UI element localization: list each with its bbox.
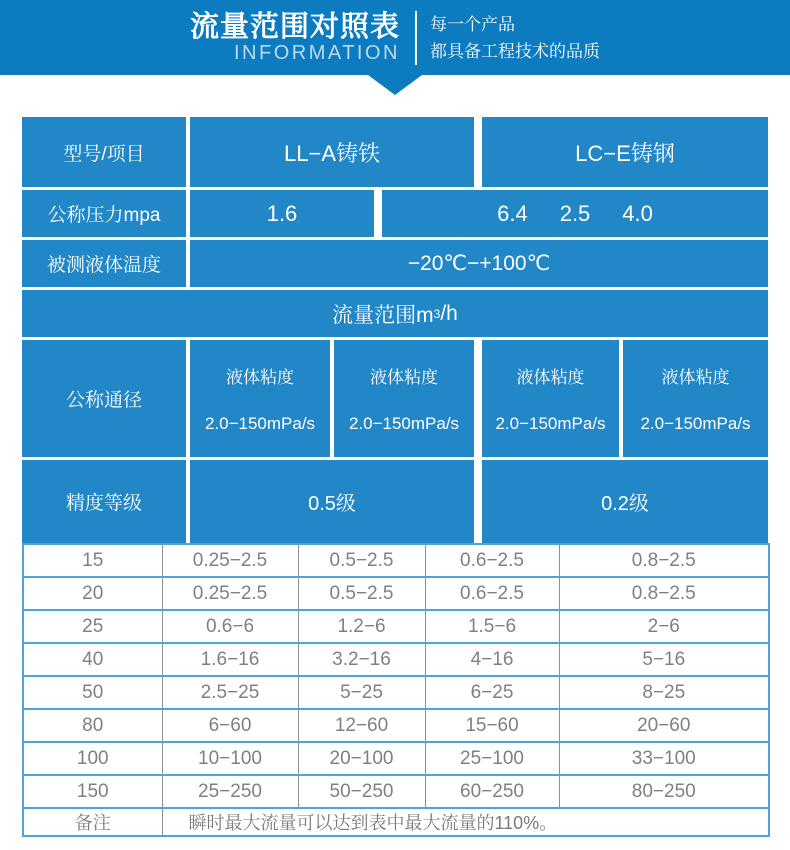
- value-cell: 0.5−2.5: [298, 577, 425, 610]
- value-cell: 0.25−2.5: [162, 577, 298, 610]
- dn-cell: 150: [23, 775, 162, 808]
- value-cell: 5−16: [559, 643, 769, 676]
- banner-title-block: [190, 12, 400, 64]
- pressure-value-3: 4.0: [622, 200, 653, 226]
- value-cell: 6−60: [162, 709, 298, 742]
- table-row: [23, 676, 769, 709]
- value-cell: 4−16: [425, 643, 559, 676]
- viscosity-header-4: [623, 340, 768, 457]
- page-subtitle: INFORMATION: [233, 41, 400, 64]
- remark-label: 备注: [23, 808, 162, 836]
- value-cell: 25−250: [162, 775, 298, 808]
- table-row: [23, 610, 769, 643]
- banner-divider: [415, 11, 417, 65]
- flow-data-table: [22, 543, 770, 837]
- viscosity-range: 2.0−150mPa/s: [204, 414, 316, 433]
- accuracy-class-05: 0.5级: [190, 460, 474, 543]
- accuracy-label: 精度等级: [22, 460, 186, 543]
- viscosity-title: 液体粘度: [661, 368, 730, 387]
- viscosity-range: 2.0−150mPa/s: [640, 414, 751, 433]
- value-cell: 8−25: [559, 676, 769, 709]
- flow-range-band: [22, 290, 768, 337]
- value-cell: 20−100: [298, 742, 425, 775]
- viscosity-title: 液体粘度: [226, 368, 294, 387]
- value-cell: 0.6−6: [162, 610, 298, 643]
- viscosity-range: 2.0−150mPa/s: [495, 414, 606, 433]
- value-cell: 20−60: [559, 709, 769, 742]
- dn-cell: 15: [82, 549, 104, 571]
- pressure-label: 公称压力mpa: [22, 190, 186, 237]
- value-cell: 6−25: [425, 676, 559, 709]
- value-cell: 5−25: [298, 676, 425, 709]
- banner-tagline-line2: 都具备工程技术的品质: [430, 41, 600, 61]
- header-banner: [0, 0, 790, 75]
- page-title: 流量范围对照表: [189, 10, 400, 43]
- dn-cell: 50: [23, 676, 162, 709]
- spec-table: [22, 117, 768, 543]
- value-cell: 0.5−2.5: [298, 544, 425, 577]
- temperature-value: −20℃−+100℃: [190, 240, 768, 287]
- diameter-row: [22, 340, 768, 457]
- flow-range-sup: 3: [433, 306, 441, 321]
- value-cell: 0.8−2.5: [559, 544, 769, 577]
- value-cell: 0.6−2.5: [425, 544, 559, 577]
- temperature-row: [22, 240, 768, 287]
- pressure-value-left: 1.6: [190, 190, 374, 237]
- flow-range-suffix: /h: [440, 301, 458, 325]
- table-row: [23, 577, 769, 610]
- accuracy-row: [22, 460, 768, 543]
- viscosity-range: 2.0−150mPa/s: [348, 414, 460, 433]
- value-cell: 25−100: [425, 742, 559, 775]
- pressure-value-1: 6.4: [497, 200, 528, 226]
- table-row: [23, 775, 769, 808]
- value-cell: 0.6−2.5: [425, 577, 559, 610]
- viscosity-title: 液体粘度: [370, 368, 438, 387]
- pressure-row: [22, 190, 768, 237]
- pressure-value-2: 2.5: [559, 200, 591, 226]
- dn-cell: 40: [23, 643, 162, 676]
- remark-row: [23, 808, 769, 836]
- table-row: [23, 709, 769, 742]
- pressure-value-right: [382, 190, 768, 237]
- value-cell: 80−250: [559, 775, 769, 808]
- model-cast-iron-cell: LL−A铸铁: [190, 117, 474, 187]
- model-row: [22, 117, 768, 187]
- flow-range-prefix: 流量范围m: [332, 303, 434, 327]
- value-cell: 1.6−16: [162, 643, 298, 676]
- table-row: [23, 742, 769, 775]
- temperature-label: 被测液体温度: [22, 240, 186, 287]
- viscosity-title: 液体粘度: [516, 368, 585, 387]
- viscosity-header-2: [334, 340, 474, 457]
- dn-cell: 80: [23, 709, 162, 742]
- value-cell: 0.8−2.5: [559, 577, 769, 610]
- value-cell: 50−250: [298, 775, 425, 808]
- banner-tagline-line1: 每一个产品: [430, 14, 515, 34]
- value-cell: 3.2−16: [298, 643, 425, 676]
- model-label: 型号/项目: [22, 117, 186, 187]
- value-cell: 1.5−6: [425, 610, 559, 643]
- arrow-down-icon: [368, 75, 422, 95]
- model-cast-steel-cell: LC−E铸钢: [482, 117, 768, 187]
- value-cell: 12−60: [298, 709, 425, 742]
- value-cell: 10−100: [162, 742, 298, 775]
- value-cell: 0.25−2.5: [162, 544, 298, 577]
- diameter-label: 公称通径: [22, 340, 186, 457]
- viscosity-header-1: [190, 340, 330, 457]
- banner-tagline: [430, 11, 600, 65]
- value-cell: 15−60: [425, 709, 559, 742]
- remark-text: 瞬时最大流量可以达到表中最大流量的110%。: [162, 808, 769, 836]
- value-cell: 33−100: [559, 742, 769, 775]
- value-cell: 1.2−6: [298, 610, 425, 643]
- dn-cell: 25: [23, 610, 162, 643]
- value-cell: 2−6: [559, 610, 769, 643]
- accuracy-class-02: 0.2级: [482, 460, 768, 543]
- table-row: [23, 643, 769, 676]
- flow-range-band-row: [22, 290, 768, 337]
- viscosity-header-3: [482, 340, 619, 457]
- dn-cell: 100: [23, 742, 162, 775]
- dn-cell: 20: [23, 577, 162, 610]
- value-cell: 2.5−25: [162, 676, 298, 709]
- table-row: [23, 544, 769, 577]
- value-cell: 60−250: [425, 775, 559, 808]
